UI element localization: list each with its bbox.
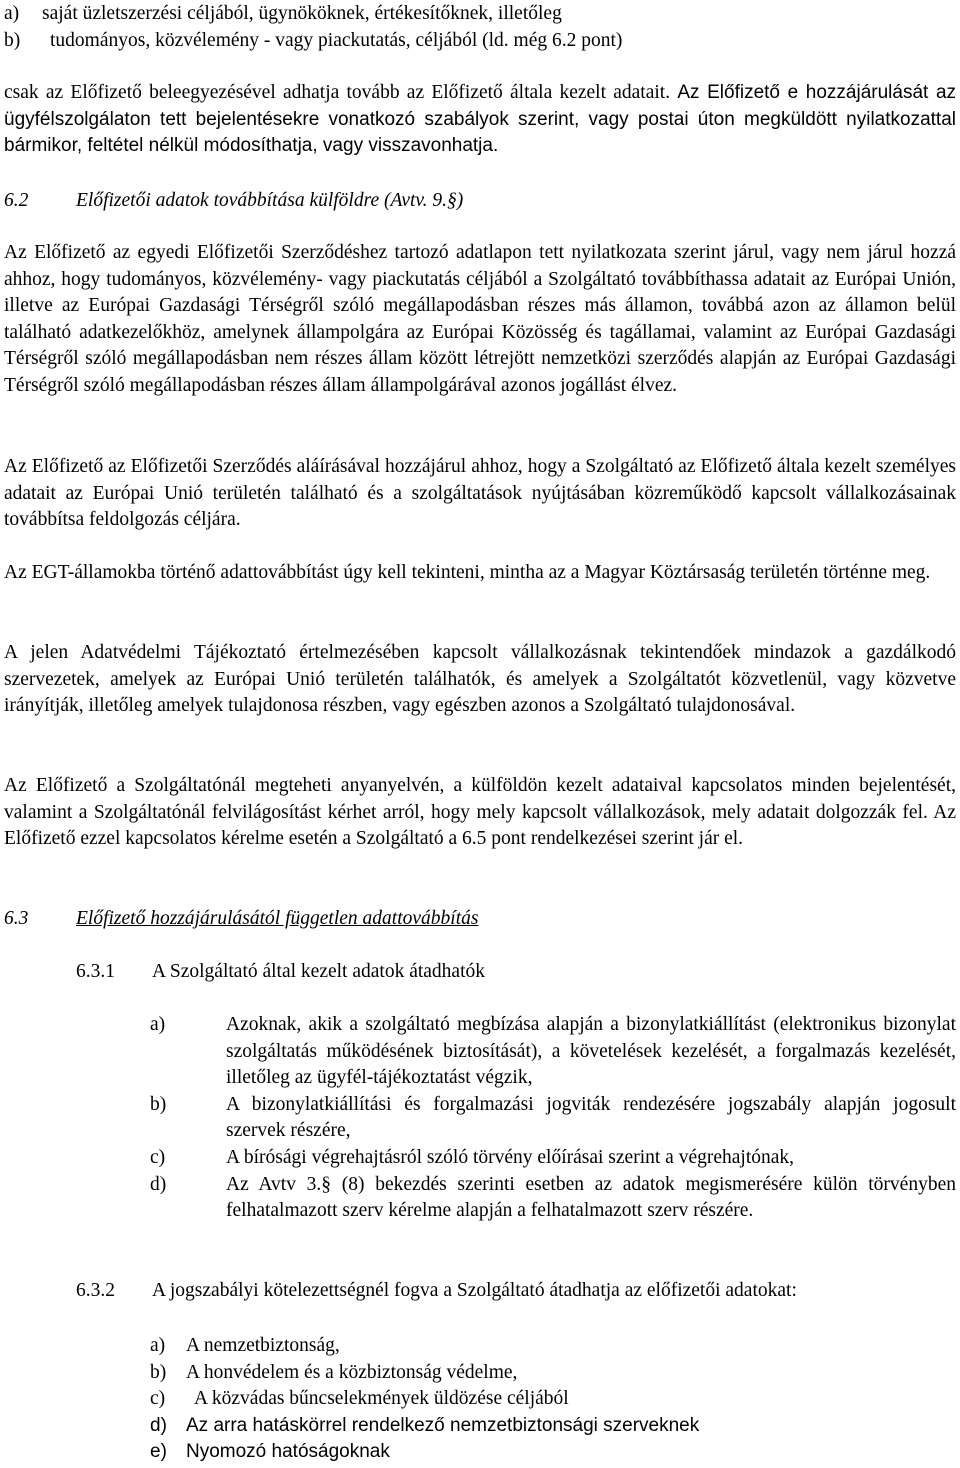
body-paragraph: Az Előfizető a Szolgáltatónál megteheti anyanyelvén, a külföldön kezelt adataival kapcsolatos minden bejelentését, valamint a Szolgáltatónál felvilágosítást kérhet arról, hogy mely kapcsolt vállalkozások, mely adatait dolgozzák fel. Az Előfizető ezzel kapcsolatos kérelme esetén a Szolgáltató a 6.5 pont rendelkezései szerint jár el. [4,775,956,850]
list-item-label: c) [150,1146,166,1168]
list-item [150,1172,956,1225]
subsection-title: A Szolgáltató által kezelt adatok átadhatók [152,961,486,982]
list-item-label: a) [150,1335,166,1356]
list-item [4,1,956,28]
list-item-text: saját üzletszerzési céljából, ügynököknek, értékesítőknek, illetőleg [42,3,562,24]
list-item-text: Azoknak, akik a szolgáltató megbízása alapján a bizonylatkiállítást (elektronikus bizonylat szolgáltatás működésének biztosítását), a követelések kezelését, a forgalmazás kezelését, illetőleg az ügyfél-tájékoztatást végzik, [226,1014,956,1089]
body-paragraph: Az Előfizető az Előfizetői Szerződés aláírásával hozzájárul ahhoz, hogy a Szolgáltató az Előfizető általa kezelt személyes adatait az Európai Unió területén található és a szolgáltatások nyújtásában közreműködő kapcsolt vállalkozásainak továbbítsa feldolgozás céljára. [4,456,956,531]
list-item-text: Az Avtv 3.§ (8) bekezdés szerinti esetben az adatok megismerésére külön törvényben felhatalmazott szerv kérelme alapján a felhatalmazott szerv részére. [226,1173,956,1222]
list-item-label: b) [4,29,21,51]
list-item-label: d) [150,1414,167,1436]
body-paragraph: Az EGT-államokba történő adattovábbítást úgy kell tekinteni, mintha az a Magyar Köztársaság területén történne meg. [4,562,931,583]
section-number: 6.2 [4,190,29,211]
list-item [150,1386,956,1413]
section-heading-6-2 [4,188,463,215]
consent-paragraph [4,80,956,160]
list-item-text: tudományos, közvélemény - vagy piackutatás, céljából (ld. még 6.2 pont) [50,29,623,51]
subsection-number: 6.3.1 [76,961,115,982]
list-item [150,1439,956,1466]
list-item-label: e) [150,1441,167,1463]
list-item-text: Az arra hatáskörrel rendelkező nemzetbiztonsági szerveknek [186,1414,700,1436]
section-heading-6-3 [4,906,478,933]
list-item-label: c) [150,1388,166,1410]
list-item-text: A bírósági végrehajtásról szóló törvény előírásai szerint a végrehajtónak, [226,1146,795,1168]
top-list [4,1,956,54]
consent-serif-text: csak az Előfizető beleegyezésével adhatja tovább az Előfizető általa kezelt adatait. [4,82,671,103]
list-6-3-1 [150,1012,956,1225]
list-item-text: A honvédelem és a közbiztonság védelme, [186,1361,518,1383]
list-item-label: b) [150,1361,167,1383]
list-item-text: A bizonylatkiállítási és forgalmazási jogviták rendezésére jogszabály alapján jogosult szervek részére, [226,1093,956,1142]
list-item-text: A nemzetbiztonság, [186,1335,340,1356]
body-paragraph: Az Előfizető az egyedi Előfizetői Szerződéshez tartozó adatlapon tett nyilatkozata szerint járul, vagy nem járul hozzá ahhoz, hogy tudományos, közvélemény- vagy piackutatás céljából a Szolgáltató továbbíthassa adatait az Európai Unión, illetve az Európai Gazdasági Térségről szóló megállapodásban részes más államon, továbbá azon az államon belül található adatkezelőkhöz, amelynek állampolgára az Európai Közösség és tagállamai, valamint az Európai Gazdasági Térségről szóló megállapodásban nem részes állam között létrejött nemzetközi szerződés alapján az Európai Gazdasági Térségről szóló megállapodásban részes állam állampolgárával azonos jogállást élvez. [4,242,956,396]
list-6-3-2 [150,1333,956,1466]
subsection-title: A jogszabályi kötelezettségnél fogva a Szolgáltató átadhatja az előfizetői adatokat: [152,1280,797,1301]
list-item-label: a) [4,3,20,24]
list-item [150,1333,956,1360]
section-number: 6.3 [4,908,29,929]
body-paragraph: A jelen Adatvédelmi Tájékoztató értelmezésében kapcsolt vállalkozásnak tekintendőek mindazok a gazdálkodó szervezetek, amelyek az Európai Unió területén találhatók, és amelyek a Szolgáltatót közvetlenül, vagy közvetve irányítják, illetőleg amelyek tulajdonosa részben, vagy egészben azonos a Szolgáltató tulajdonosával. [4,642,956,717]
subsection-number: 6.3.2 [76,1280,115,1301]
subsection-heading-6-3-2 [76,1278,797,1305]
consent-sans-text: Az Előfizető e hozzájárulását az ügyfélszolgálaton tett bejelentésekre vonatkozó szabályok szerint, vagy postai úton megküldött nyilatkozattal bármikor, feltétel nélkül módosíthatja, vagy visszavonhatja. [4,82,957,157]
list-item-label: a) [150,1014,166,1035]
list-item [150,1092,956,1145]
list-item-label: d) [150,1173,167,1195]
list-item [4,28,956,55]
section-title: Előfizetői adatok továbbítása külföldre (Avtv. 9.§) [76,190,464,211]
list-item [150,1145,956,1172]
list-item-label: b) [150,1093,167,1115]
list-item [150,1012,956,1092]
list-item-text: Nyomozó hatóságoknak [186,1441,390,1463]
list-item-text: A közvádas bűncselekmények üldözése céljából [194,1388,569,1410]
list-item [150,1413,956,1440]
subsection-heading-6-3-1 [76,959,485,986]
list-item [150,1360,956,1387]
section-title: Előfizető hozzájárulásától független adattovábbítás [76,908,479,929]
